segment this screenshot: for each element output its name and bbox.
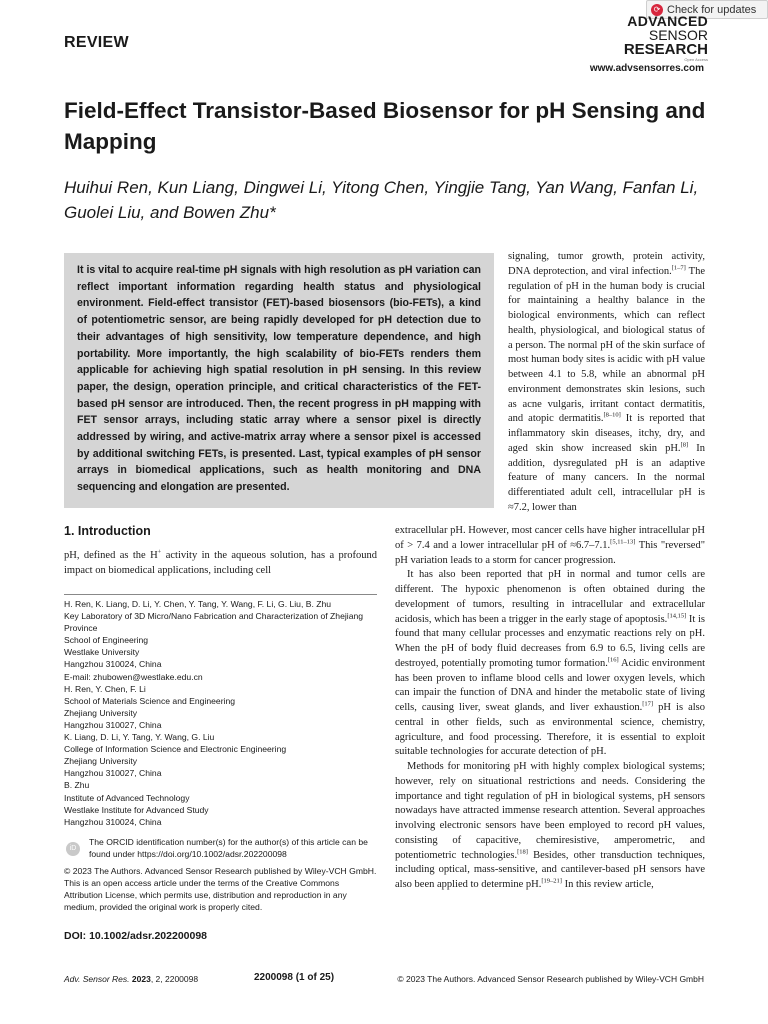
- footer-citation: [64, 974, 198, 984]
- affiliation-group: [64, 779, 377, 827]
- affiliation-line: Hangzhou 310024, China: [64, 816, 162, 827]
- logo-line-2: SENSOR: [648, 27, 708, 43]
- affiliation-line: Hangzhou 310024, China: [64, 659, 162, 670]
- affiliation-group: [64, 598, 377, 683]
- text-run: Methods for monitoring pH with highly complex biological systems; however, rely on situational restrictions and needs. Considering the importance and tight regulation of pH in biological systems, pH sensors nowadays have attracted immense research attention. Several approaches involving electronic sensors have been employed to record pH values, consisting of capacitive, chemiresistive, amperometric, and potentiometric technologies.: [395, 761, 705, 861]
- citation[interactable]: [8–10]: [603, 411, 621, 419]
- affiliation-line: K. Liang, D. Li, Y. Tang, Y. Wang, G. Liu: [64, 732, 215, 743]
- affiliation-group: [64, 683, 377, 731]
- journal-logo: [612, 14, 708, 62]
- article-title: Field-Effect Transistor-Based Biosensor for pH Sensing and Mapping: [64, 98, 706, 154]
- text-run: It has also been reported that pH in normal and tumor cells are different. The hypoxic phenomenon is often obtained during the development of tumors, resulting in intracellular and extracellular acidosis, which has been a trigger in the early stage of apoptosis.: [395, 569, 705, 625]
- affiliation-line: H. Ren, Y. Chen, F. Li: [64, 683, 146, 694]
- section-heading: 1. Introduction: [64, 524, 151, 538]
- citation[interactable]: [17]: [642, 700, 654, 708]
- affiliation-line: School of Engineering: [64, 635, 149, 646]
- logo-line-3: RESEARCH: [623, 41, 708, 58]
- footer-journal: Adv. Sensor Res.: [64, 974, 130, 984]
- footer-volume: , 2, 2200098: [150, 974, 199, 984]
- body-text-left: [64, 548, 377, 578]
- citation[interactable]: [5,11–13]: [610, 538, 636, 546]
- logo-line-1: ADVANCED: [627, 13, 708, 29]
- citation[interactable]: [14,15]: [667, 612, 687, 619]
- citation[interactable]: [19–21]: [541, 877, 562, 885]
- text-run: Acidic environment has been proven to inflame blood cells and lower oxygen levels, which can impair the function of DNA and hinder the metabolic state of living cells, causing liver, sweat glands, and liver exhaustion.: [395, 657, 705, 713]
- superscript: +: [157, 548, 162, 556]
- page-number: 2200098 (1 of 25): [254, 972, 335, 983]
- author-list: Huihui Ren, Kun Liang, Dingwei Li, Yitong Chen, Yingjie Tang, Yan Wang, Fanfan Li, Guolei Liu, and Bowen Zhu*: [64, 178, 699, 222]
- affiliation-line: Zhejiang University: [64, 707, 138, 718]
- email-link[interactable]: E-mail: zhubowen@westlake.edu.cn: [64, 671, 203, 682]
- affiliation-line: Hangzhou 310027, China: [64, 719, 162, 730]
- doi-link[interactable]: DOI: 10.1002/adsr.202200098: [64, 930, 208, 942]
- text-run: pH is also central in other fields, such as environmental science, chemistry, agriculture, and food processing. Therefore, it is essential to exploit suitable technologies for accurate detection of pH.: [395, 702, 705, 758]
- text-run: Besides, other transduction techniques, including optical, mass-sensitive, and cantilever-based pH sensors have also been applied to determine pH.: [395, 849, 706, 890]
- footer-copyright: © 2023 The Authors. Advanced Sensor Research published by Wiley-VCH GmbH: [397, 974, 704, 984]
- refresh-icon: ⟳: [651, 4, 663, 16]
- affiliation-line: B. Zhu: [64, 780, 90, 791]
- citation[interactable]: [16]: [607, 656, 619, 664]
- text-run: It is reported that inflammatory skin diseases, itchy, dry, and aged skin show increased skin pH.: [508, 413, 705, 454]
- affiliation-line: Key Laboratory of 3D Micro/Nano Fabrication and Characterization of Zhejiang Province: [64, 611, 364, 634]
- logo-line-4: Open Access: [684, 57, 708, 62]
- abstract-text: It is vital to acquire real-time pH signals with high resolution as pH variation can reflect important information regarding health status and physiological environment. Field-effect transistor (FET)-based biosensors (bio-FETs), a kind of potentiometric sensor, are being rapidly developed for pH detection due to their advantages of high sensitivity, low temperature dependence, and high portability. More importantly, the high scalability of bio-FETs renders them applicable for achieving high spatial resolution in pH sensing. In this review paper, the design, operation principle, and critical characteristics of the FET-based pH sensor are introduced. Then, the recent progress in pH mapping with FET sensor arrays, including static array where a sensor pixel is directly addressed by wiring, and active-matrix array where a sensor pixel is accessed by additional switching FETs, is presented. Last, typical examples of pH sensor arrays in biomedical applications, such as health monitoring and DNA sequencing and elongation are presented.: [77, 264, 481, 494]
- check-for-updates-label: Check for updates: [667, 3, 757, 16]
- paragraph: [395, 760, 705, 893]
- affiliation-line: Institute of Advanced Technology: [64, 792, 190, 803]
- text-run: pH, defined as the H: [64, 550, 158, 561]
- affiliation-group: [64, 731, 377, 779]
- affiliation-line: College of Information Science and Electronic Engineering: [64, 744, 287, 755]
- orcid-text[interactable]: The ORCID identification number(s) for the author(s) of this article can be found under https://doi.org/10.1002/adsr.202200098: [89, 837, 368, 859]
- affiliation-line: Westlake Institute for Advanced Study: [64, 804, 209, 815]
- citation[interactable]: [8]: [680, 441, 689, 449]
- text-run: extracellular pH. However, most cancer cells have higher intracellular pH of > 7.4 and a lower intracellular pH of ≈6.7–7.1.: [395, 525, 705, 551]
- body-text-right: [395, 524, 705, 893]
- affiliation-line: Zhejiang University: [64, 756, 138, 767]
- affiliations: [64, 598, 377, 828]
- text-run: This "reversed" pH variation leads to a storm for cancer progression.: [395, 539, 705, 566]
- text-run: The regulation of pH in the human body is crucial for maintaining a healthy balance in the biological environments, which can reflect health, physiological, and biological status of a person. The normal pH of the skin surface of most human body sites is acidic with pH value between 4.1 to 5.8, while an abnormal pH environment demonstrates skin lesions, such as acne vulgaris, irritant contact dermatitis, and atopic dermatitis.: [508, 265, 705, 425]
- text-run: In addition, dysregulated pH is an adaptive feature of many cancers. In the normal differentiated adult cell, intracellular pH is ≈7.2, lower than: [508, 442, 705, 513]
- affiliation-line: Westlake University: [64, 647, 140, 658]
- text-run: It is found that many cellular processes and enzymatic reactions rely on pH. When the pH of body fluid decreases from 6.9 to 6.5, living cells are destroyed, potentially promoting tumor formation.: [395, 613, 705, 669]
- body-text-right-top: [508, 250, 705, 516]
- paragraph: [395, 524, 705, 568]
- paragraph: [395, 568, 705, 760]
- affiliation-line: H. Ren, K. Liang, D. Li, Y. Chen, Y. Tang, Y. Wang, F. Li, G. Liu, B. Zhu: [64, 599, 332, 609]
- citation[interactable]: [1–7]: [671, 264, 686, 272]
- text-run: In this review article,: [561, 879, 654, 890]
- citation[interactable]: [18]: [517, 848, 528, 855]
- journal-url-link[interactable]: www.advsensorres.com: [589, 63, 704, 74]
- footer-year: 2023: [131, 974, 151, 984]
- footnote-divider: [64, 594, 377, 595]
- affiliation-line: Hangzhou 310027, China: [64, 768, 162, 779]
- affiliation-line: School of Materials Science and Engineering: [64, 695, 236, 706]
- text-run: signaling, tumor growth, protein activity, DNA deprotection, and viral infection.: [508, 251, 705, 277]
- copyright-notice: © 2023 The Authors. Advanced Sensor Research published by Wiley-VCH GmbH. This is an open access article under the terms of the Creative Commons Attribution License, which permits use, distribution and reproduction in any medium, provided the original work is properly cited.: [64, 866, 377, 913]
- orcid-note: [64, 836, 377, 860]
- section-label: REVIEW: [64, 34, 129, 51]
- text-run: activity in the aqueous solution, has a profound impact on biomedical applications, including cell: [64, 550, 377, 576]
- orcid-icon: iD: [66, 842, 80, 856]
